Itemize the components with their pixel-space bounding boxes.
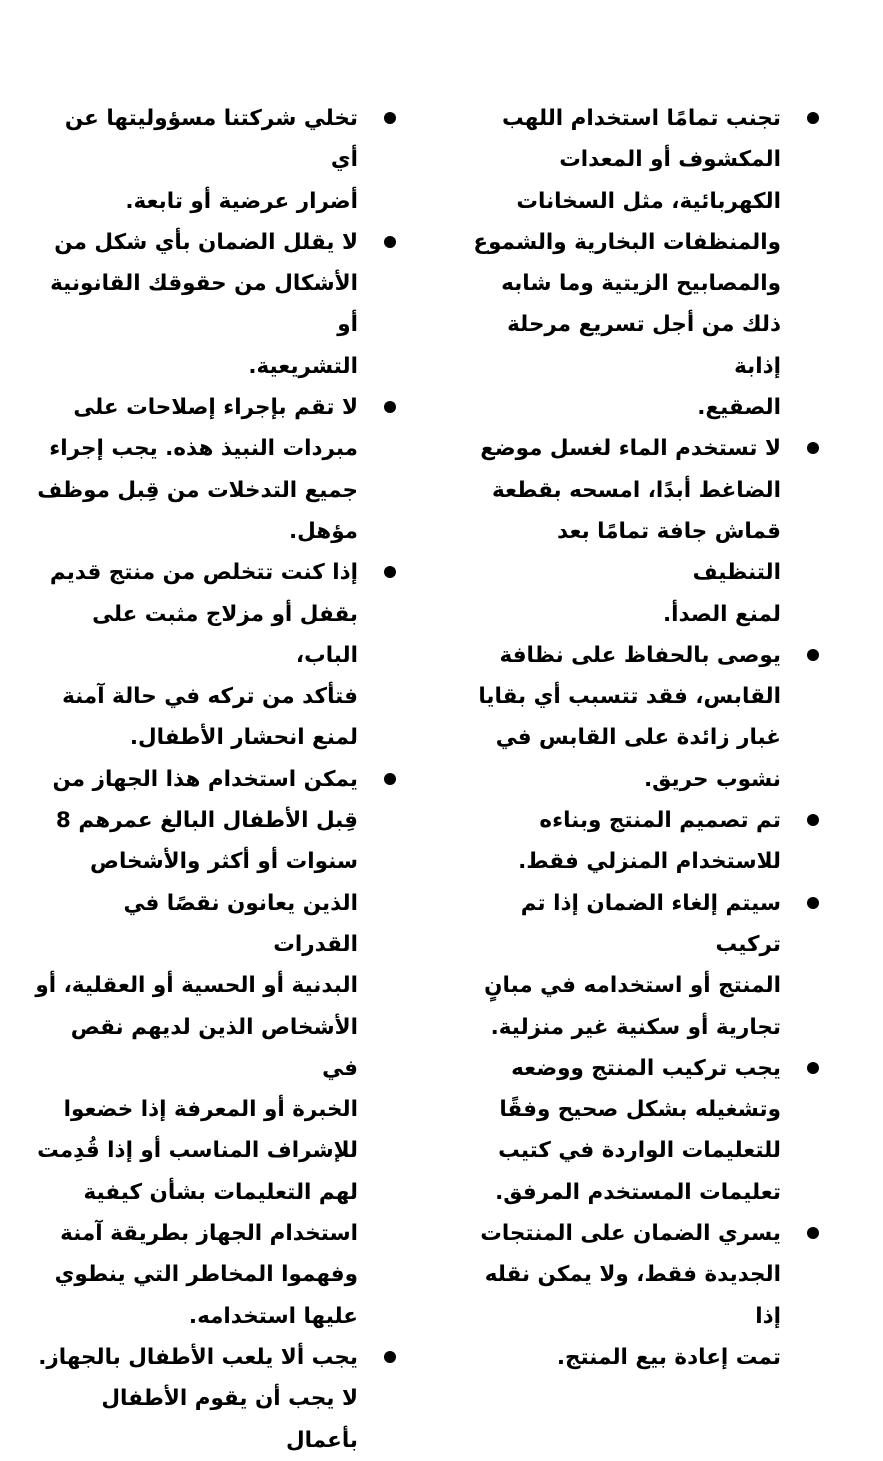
bullet-text-line: لا يجب أن يقوم الأطفال بأعمال [101, 1386, 358, 1453]
bullet-dot-icon [807, 814, 819, 826]
bullet-text-line: لا يقلل الضمان بأي شكل من [54, 229, 358, 255]
bullet-text-line: لا تقم بإجراء إصلاحات على [73, 395, 358, 421]
bullet-text-line: للاستخدام المنزلي فقط. [518, 849, 781, 875]
left-bullet-item [33, 1337, 398, 1378]
bullet-text-line: يسري الضمان على المنتجات [480, 1221, 781, 1247]
bullet-text-line: والمنظفات البخارية والشموع [473, 229, 781, 255]
bullet-text-line: للتعليمات الواردة في كتيب [498, 1138, 781, 1164]
left-trailing-text [33, 1378, 398, 1461]
left-bullet-item [33, 759, 398, 1337]
bullet-text-line: استخدام الجهاز بطريقة آمنة [60, 1221, 358, 1247]
bullet-dot-icon [807, 649, 819, 661]
bullet-text-line: الكهربائية، مثل السخانات [516, 188, 781, 214]
left-bullet-item [33, 222, 398, 387]
bullet-text-line: بقفل أو مزلاج مثبت على الباب، [92, 601, 358, 668]
bullet-text-line: فتأكد من تركه في حالة آمنة [62, 684, 358, 710]
bullet-text-line: سيتم إلغاء الضمان إذا تم تركيب [520, 890, 781, 957]
bullet-text-line: لهم التعليمات بشأن كيفية [83, 1179, 358, 1205]
bullet-text-line: لمنع الصدأ. [662, 601, 781, 627]
bullet-text-line: يمكن استخدام هذا الجهاز من [52, 766, 358, 792]
bullet-text-line: المنتج أو استخدامه في مبانٍ [484, 973, 781, 999]
right-bullet-item [466, 1048, 821, 1213]
bullet-text-line: لمنع انحشار الأطفال. [129, 725, 358, 751]
right-bullet-item [466, 800, 821, 883]
bullet-text-line: الجديدة فقط، ولا يمكن نقله إذا [484, 1262, 781, 1329]
bullet-text-line: المكشوف أو المعدات [559, 147, 781, 173]
bullet-text-line: يجب تركيب المنتج ووضعه [511, 1055, 781, 1081]
bullet-text-line: مؤهل. [288, 518, 358, 544]
right-bullet-item [466, 98, 821, 428]
bullet-dot-icon [807, 897, 819, 909]
bullet-text-line: الذين يعانون نقصًا في القدرات [123, 890, 358, 957]
bullet-text-line: تم تصميم المنتج وبناءه [539, 808, 781, 834]
bullet-text-line: القابس، فقد تتسبب أي بقايا [478, 684, 781, 710]
bullet-text-line: جميع التدخلات من قِبل موظف [37, 477, 358, 503]
bullet-dot-icon [807, 1062, 819, 1074]
bullet-text-line: تجارية أو سكنية غير منزلية. [490, 1014, 781, 1040]
warranty-safety-page [0, 98, 883, 1453]
bullet-text-line: وفهموا المخاطر التي ينطوي [54, 1262, 358, 1288]
bullet-text-line: الأشكال من حقوقك القانونية أو [50, 271, 358, 338]
bullet-text-line: البدنية أو الحسية أو العقلية، أو [35, 973, 358, 999]
bullet-text-line: ذلك من أجل تسريع مرحلة إذابة [507, 312, 781, 379]
right-bullet-item [466, 883, 821, 1048]
bullet-text-line: وتشغيله بشكل صحيح وفقًا [499, 1097, 781, 1123]
bullet-text-line: والمصابيح الزيتية وما شابه [501, 271, 781, 297]
bullet-text-line: سنوات أو أكثر والأشخاص [90, 849, 358, 875]
bullet-text-line: تخلي شركتنا مسؤوليتها عن أي [64, 106, 358, 173]
bullet-dot-icon [384, 566, 396, 578]
bullet-text-line: مبردات النبيذ هذه. يجب إجراء [49, 436, 358, 462]
bullet-text-line: عليها استخدامه. [188, 1303, 358, 1329]
bullet-text-line: الأشخاص الذين لديهم نقص في [70, 1014, 358, 1081]
bullet-dot-icon [384, 236, 396, 248]
right-bullet-item [466, 428, 821, 634]
left-bullet-item [33, 552, 398, 758]
bullet-text-line: أضرار عرضية أو تابعة. [125, 188, 358, 214]
bullet-dot-icon [384, 401, 396, 413]
bullet-text-line: للإشراف المناسب أو إذا قُدِمت [37, 1138, 358, 1164]
left-column [33, 98, 398, 1461]
bullet-dot-icon [384, 112, 396, 124]
bullet-text-line: قِبل الأطفال البالغ عمرهم 8 [55, 808, 358, 834]
bullet-text-line: الضاغط أبدًا، امسحه بقطعة [491, 477, 781, 503]
bullet-dot-icon [807, 442, 819, 454]
bullet-text-line: يوصى بالحفاظ على نظافة [499, 642, 781, 668]
right-column [466, 98, 821, 1378]
bullet-text-line: غبار زائدة على القابس في [495, 725, 781, 751]
bullet-text-line: إذا كنت تتخلص من منتج قديم [49, 560, 358, 586]
bullet-dot-icon [807, 1227, 819, 1239]
bullet-text-line: الخبرة أو المعرفة إذا خضعوا [63, 1097, 358, 1123]
bullet-dot-icon [384, 773, 396, 785]
bullet-text-line: تمت إعادة بيع المنتج. [556, 1344, 781, 1370]
bullet-text-line: تجنب تمامًا استخدام اللهب [501, 106, 781, 131]
left-bullet-item [33, 98, 398, 222]
bullet-text-line: يجب ألا يلعب الأطفال بالجهاز. [38, 1344, 358, 1370]
bullet-text-line: نشوب حريق. [643, 766, 781, 792]
bullet-text-line: تعليمات المستخدم المرفق. [495, 1179, 781, 1205]
bullet-dot-icon [807, 112, 819, 124]
bullet-text-line: الصقيع. [697, 395, 781, 421]
bullet-text-line: قماش جافة تمامًا بعد التنظيف [557, 518, 781, 586]
bullet-text-line: التشريعية. [248, 353, 358, 379]
bullet-text-line: لا تستخدم الماء لغسل موضع [480, 436, 781, 462]
left-bullet-item [33, 387, 398, 552]
right-bullet-item [466, 1213, 821, 1378]
bullet-dot-icon [384, 1351, 396, 1363]
right-bullet-item [466, 635, 821, 800]
